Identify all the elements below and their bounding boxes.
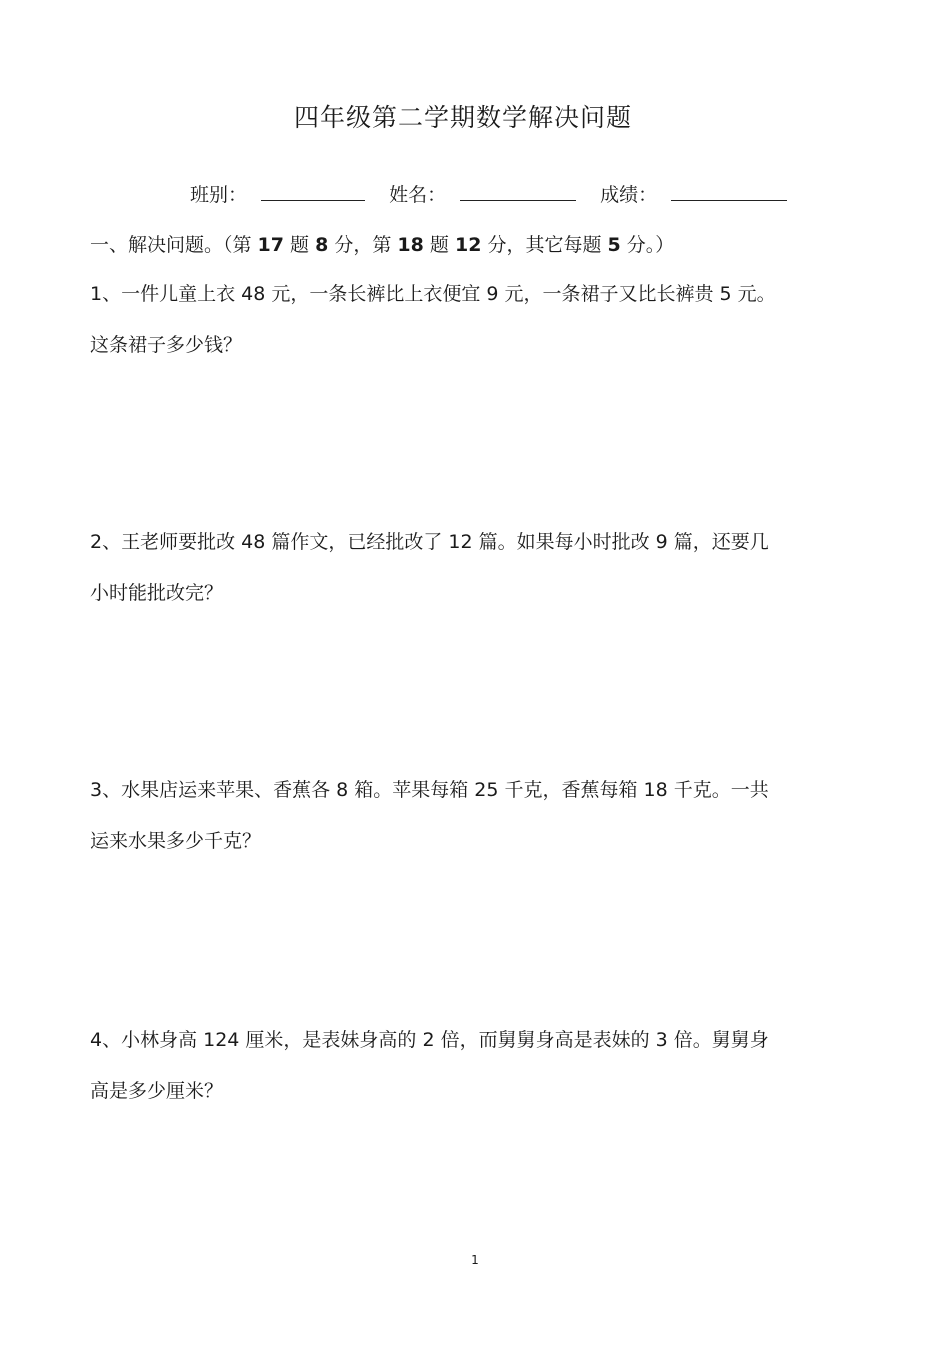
question-3-line-1: 3、水果店运来苹果、香蕉各 8 箱。苹果每箱 25 千克，香蕉每箱 18 千克。一共 bbox=[90, 779, 769, 801]
question-2-line-2: 小时能批改完？ bbox=[90, 582, 224, 604]
page-title: 四年级第二学期数学解决问题 bbox=[293, 103, 632, 132]
question-17-points: 8 bbox=[315, 234, 329, 256]
name-blank[interactable] bbox=[460, 184, 576, 201]
question-18-points: 12 bbox=[454, 234, 482, 256]
other-question-points: 5 bbox=[607, 234, 621, 256]
question-2-line-1: 2、王老师要批改 48 篇作文，已经批改了 12 篇。如果每小时批改 9 篇，还要几 bbox=[90, 531, 769, 553]
class-label: 班别： bbox=[190, 184, 248, 206]
question-1 bbox=[90, 282, 860, 357]
question-4-line-2: 高是多少厘米？ bbox=[90, 1080, 224, 1102]
section-heading-mid3: 题 bbox=[423, 234, 455, 256]
page-number: 1 bbox=[471, 1253, 479, 1267]
question-3 bbox=[90, 778, 860, 853]
question-18-number: 18 bbox=[397, 234, 424, 256]
question-3-line-2: 运来水果多少千克？ bbox=[90, 830, 262, 852]
question-1-line-1: 1、一件儿童上衣 48 元，一条长裤比上衣便宜 9 元，一条裙子又比长裤贵 5 元。 bbox=[90, 283, 776, 305]
name-label: 姓名： bbox=[389, 184, 447, 206]
section-heading bbox=[90, 230, 674, 257]
score-blank[interactable] bbox=[671, 184, 787, 201]
section-heading-mid2: 分，第 bbox=[328, 234, 398, 256]
student-info-line bbox=[190, 180, 805, 207]
question-17-number: 17 bbox=[257, 234, 284, 256]
question-2 bbox=[90, 530, 860, 605]
section-heading-prefix: 一、解决问题。（第 bbox=[90, 234, 258, 256]
section-heading-mid1: 题 bbox=[284, 234, 316, 256]
question-1-line-2: 这条裙子多少钱？ bbox=[90, 334, 243, 356]
score-label: 成绩： bbox=[600, 184, 658, 206]
question-4 bbox=[90, 1028, 860, 1103]
section-heading-mid4: 分，其它每题 bbox=[481, 234, 608, 256]
question-4-line-1: 4、小林身高 124 厘米，是表妹身高的 2 倍，而舅舅身高是表妹的 3 倍。舅舅身 bbox=[90, 1029, 769, 1051]
section-heading-suffix: 分。） bbox=[620, 234, 675, 256]
class-blank[interactable] bbox=[261, 184, 365, 201]
